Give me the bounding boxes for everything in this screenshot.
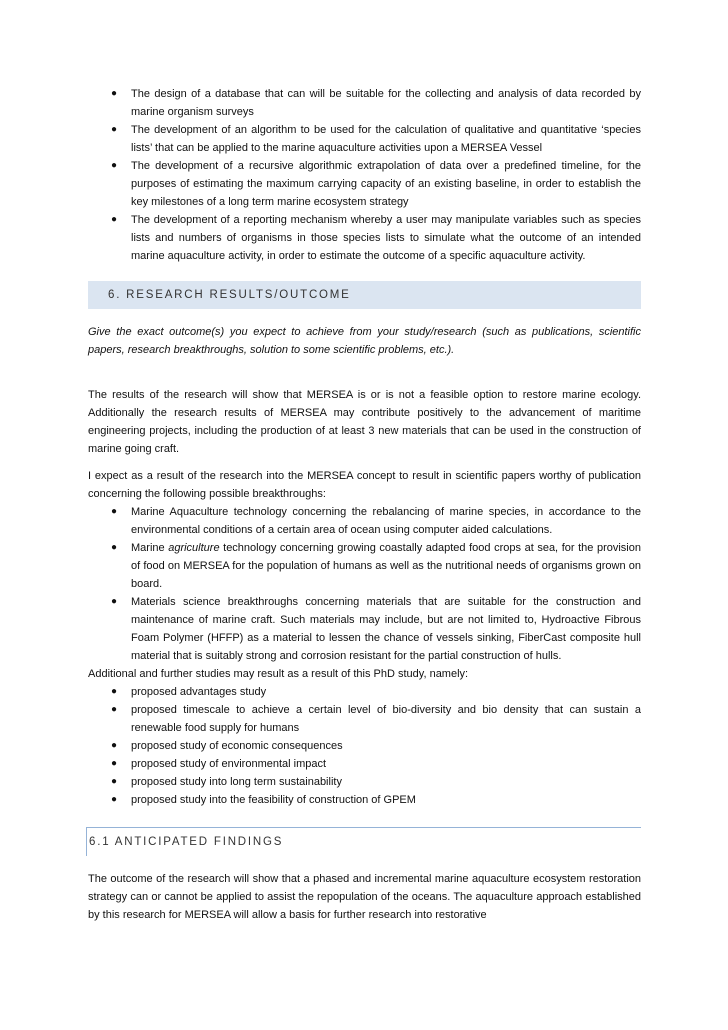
document-body (88, 85, 641, 924)
list-item: ● proposed study of environmental impact (88, 755, 641, 773)
bullet-icon: ● (111, 758, 118, 769)
bullet-icon: ● (111, 160, 118, 171)
list-item: ● The development of a recursive algorithmic extrapolation of data over a predefined timeline, for the purposes of estimating the maximum carrying capacity of an existing baseline, in order to establish the key milestones of a long term marine ecosystem strategy (88, 157, 641, 211)
bullet-icon: ● (111, 88, 118, 99)
list-item: ● proposed study into the feasibility of construction of GPEM (88, 791, 641, 809)
list-item: ● Marine agriculture technology concerning growing coastally adapted food crops at sea, for the provision of food on MERSEA for the population of humans as well as the nutritional needs of organisms grown on board. (88, 539, 641, 593)
breakthroughs-list (88, 503, 641, 665)
bullet-icon: ● (111, 124, 118, 135)
publications-paragraph: I expect as a result of the research into the MERSEA concept to result in scientific papers worthy of publication concerning the following possible breakthroughs: (88, 470, 641, 500)
list-item: ● proposed study of economic consequences (88, 737, 641, 755)
list-item: ● The development of an algorithm to be used for the calculation of qualitative and quantitative ‘species lists’ that can be applied to the marine aquaculture activities upon a MERSEA Vessel (88, 121, 641, 157)
section-6-heading: 6. RESEARCH RESULTS/OUTCOME (88, 281, 641, 309)
bullet-icon: ● (111, 686, 118, 697)
bullet-icon: ● (111, 214, 118, 225)
list-item: ● Marine Aquaculture technology concerning the rebalancing of marine species, in accordance to the environmental conditions of a certain area of ocean using computer aided calculations. (88, 503, 641, 539)
bullet-icon: ● (111, 506, 118, 517)
bullet-icon: ● (111, 542, 118, 553)
list-item: ● proposed timescale to achieve a certain level of bio-diversity and bio density that can sustain a renewable food supply for humans (88, 701, 641, 737)
bullet-icon: ● (111, 794, 118, 805)
results-paragraph: The results of the research will show that MERSEA is or is not a feasible option to restore marine ecology. Additionally the research results of MERSEA may contribute positively to the advancement of maritime engineering projects, including the production of at least 3 new materials that can be used in the construction of marine going craft. (88, 389, 641, 455)
findings-paragraph: The outcome of the research will show that a phased and incremental marine aquaculture ecosystem restoration strategy can or cannot be applied to assist the repopulation of the oceans. The aquaculture approach established by this research for MERSEA will allow a basis for further research into restorative (88, 873, 641, 921)
list-item: ● Materials science breakthroughs concerning materials that are suitable for the construction and maintenance of marine craft. Such materials may include, but are not limited to, Hydroactive Fibrous Foam Polymer (HFFP) as a material to lessen the chance of vessels sinking, FiberCast composite hull material that is suitably strong and corrosion resistant for the partial construction of hulls. (88, 593, 641, 665)
section-intro: Give the exact outcome(s) you expect to achieve from your study/research (such as publications, scientific papers, research breakthroughs, solution to some scientific problems, etc.). (88, 326, 641, 356)
further-studies-paragraph: Additional and further studies may result as a result of this PhD study, namely: (88, 668, 469, 680)
bullet-icon: ● (111, 596, 118, 607)
objectives-list (88, 85, 641, 265)
list-item: ● proposed study into long term sustainability (88, 773, 641, 791)
studies-list (88, 683, 641, 809)
section-6-1-heading: 6.1 ANTICIPATED FINDINGS (86, 827, 641, 856)
bullet-icon: ● (111, 704, 118, 715)
bullet-icon: ● (111, 740, 118, 751)
bullet-icon: ● (111, 776, 118, 787)
list-item: ● proposed advantages study (88, 683, 641, 701)
list-item: ● The design of a database that can will be suitable for the collecting and analysis of data recorded by marine organism surveys (88, 85, 641, 121)
list-item: ● The development of a reporting mechanism whereby a user may manipulate variables such as species lists and numbers of organisms in those species lists to simulate what the outcome of an intended marine aquaculture activity, in order to estimate the outcome of a specific aquaculture activity. (88, 211, 641, 265)
